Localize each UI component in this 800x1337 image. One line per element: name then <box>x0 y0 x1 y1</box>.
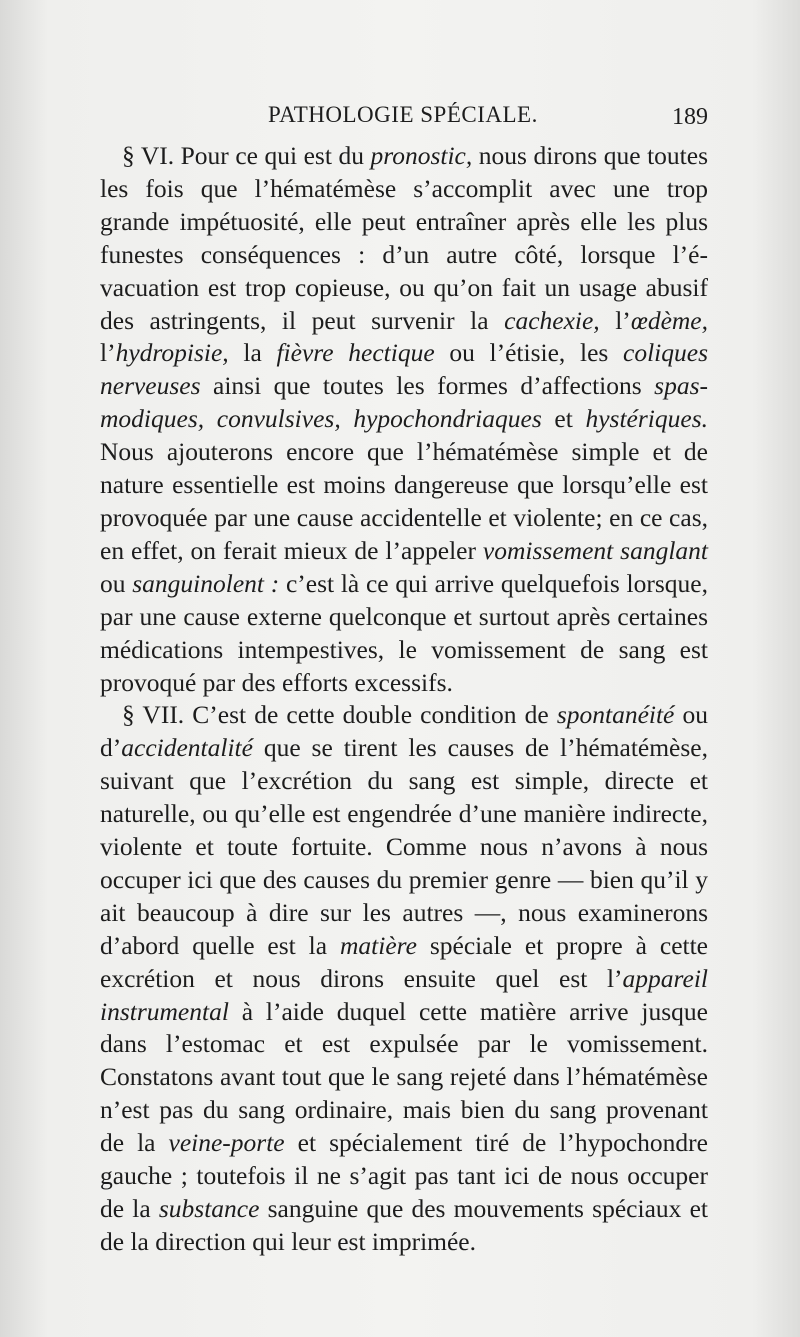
italic-segment: veine-porte <box>168 1128 285 1158</box>
text-segment: à l’aide duquel cette matière arrive jusque dans l’estomac et est expulsée par le vomissement. Constatons avant tout que le sang rejeté dans l’hématémèse n’est pas du sang ordinaire, mais bien du sang provenant de la <box>100 996 708 1158</box>
paragraph-section-vi <box>100 140 708 699</box>
text-segment: l’ <box>599 305 631 335</box>
italic-segment: appareil instrumental <box>100 963 708 1026</box>
text-segment: et <box>541 404 586 434</box>
running-title: PATHOLOGIE SPÉCIALE. <box>268 102 538 127</box>
italic-segment: spasmodiques, convulsives, hypochondriaques <box>100 371 708 434</box>
italic-segment: sanguinolent : <box>132 568 280 598</box>
italic-segment: hydropisie, <box>115 338 229 368</box>
text-segment: ou <box>100 568 133 598</box>
text-segment: spéciale et propre à cette excrétion et nous dirons ensuite quel est l’ <box>100 930 708 993</box>
text-segment: l’ <box>100 338 116 368</box>
text-segment: et spécialement tiré de l’hypochondre gauche ; toutefois il ne s’agit pas tant ici de nous occuper de la <box>100 1128 708 1223</box>
italic-segment: pronostic, <box>370 141 473 170</box>
text-segment: § VI. Pour ce qui est du <box>122 141 371 170</box>
body-text <box>100 140 708 1259</box>
italic-segment: vomissement sanglant <box>482 535 708 565</box>
text-segment: § VII. C’est de cette double condition de <box>122 700 557 730</box>
italic-segment: fièvre hectique <box>276 338 435 368</box>
text-segment: la <box>228 338 277 368</box>
italic-segment: cachexie, <box>504 305 600 335</box>
text-segment: ou l’étisie, les <box>434 338 624 368</box>
italic-segment: substance <box>158 1194 260 1223</box>
italic-segment: spontanéité <box>556 700 675 730</box>
italic-segment: coliques nerveuses <box>100 338 708 401</box>
text-segment: c’est là ce qui arrive quelquefois lorsque, par une cause externe quelconque et surtout après certaines médications intempestives, le vomissement de sang est provoqué par des efforts excessifs. <box>100 568 708 697</box>
italic-segment: matière <box>339 930 417 960</box>
italic-segment: accidentalité <box>121 733 253 763</box>
text-segment: ainsi que toutes les formes d’affections <box>200 371 655 401</box>
text-segment: Nous ajouterons encore que l’hématémèse simple et de nature essentielle est moins dangereuse que lorsqu’elle est provoquée par une cause accidentelle et violente; en ce cas, en effet, on ferait mieux de l’appeler <box>100 437 708 565</box>
paragraph-section-vii <box>100 699 708 1258</box>
page-number: 189 <box>672 104 708 130</box>
running-head <box>96 96 708 132</box>
text-segment: ou d’ <box>100 700 709 763</box>
italic-segment: œdème, <box>630 305 708 335</box>
text-segment: que se tirent les causes de l’hématémèse, suivant que l’excrétion du sang est simple, directe et naturelle, ou qu’elle est engendrée d’une manière indirecte, violente et toute fortuite. Comme nous n’avons à nous occuper ici que des causes du premier genre — bien qu’il y ait beaucoup à dire sur les autres —, nous examinerons d’abord quelle est la <box>100 733 708 960</box>
italic-segment: hystériques. <box>585 404 709 434</box>
text-segment: nous dirons que toutes les fois que l’hématémèse s’accomplit avec une trop grande impétuosité, elle peut entraîner après elle les plus funestes conséquences : d’un autre côté, lorsque l’évacuation est trop copieuse, ou qu’on fait un usage abusif des astringents, il peut survenir la <box>100 141 709 335</box>
text-segment: sanguine que des mouvements spéciaux et de la direction qui leur est imprimée. <box>100 1194 708 1256</box>
